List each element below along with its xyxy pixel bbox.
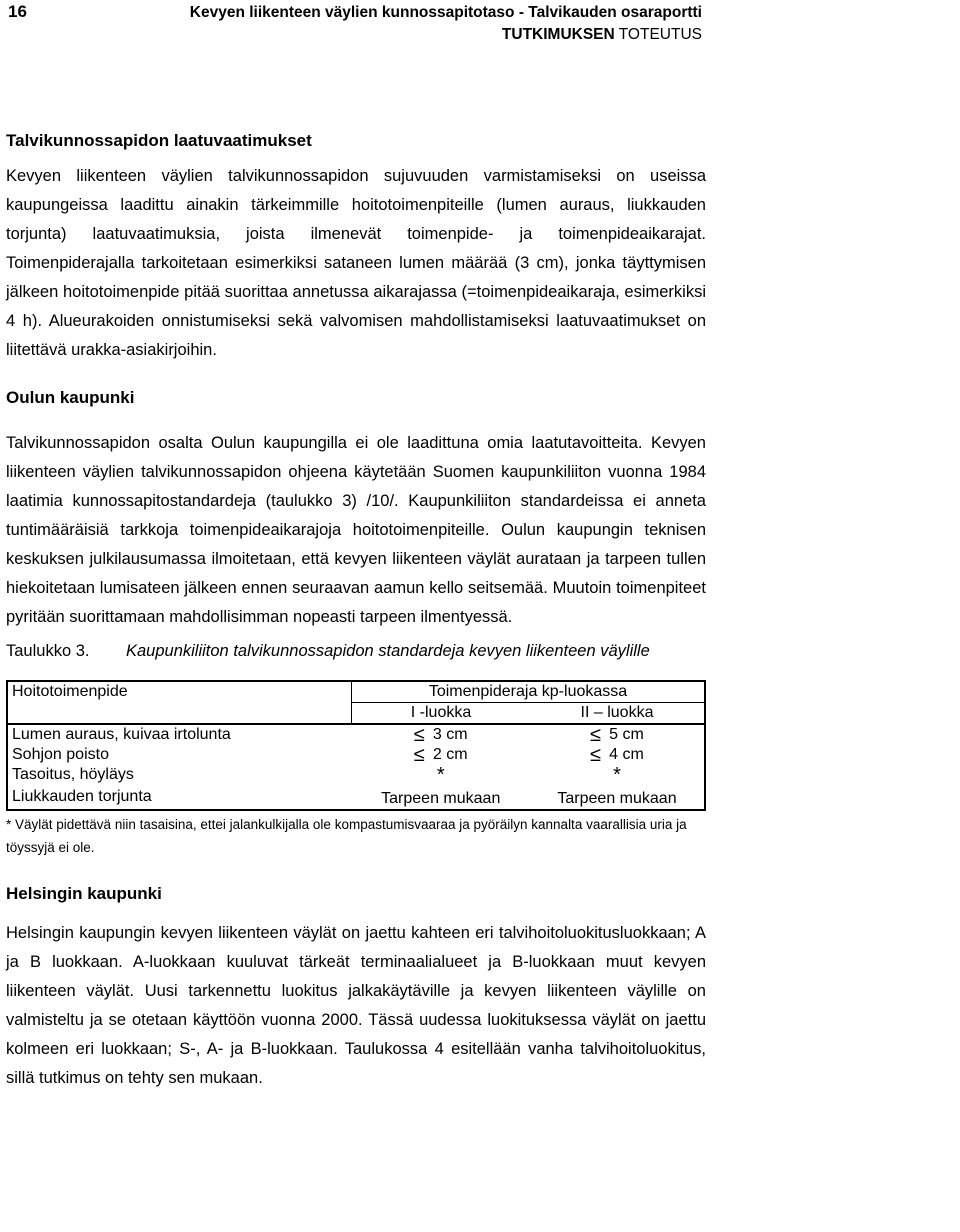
row-task: Lumen auraus, kuivaa irtolunta: [7, 724, 352, 745]
lte-symbol: ≤: [590, 724, 602, 746]
row-class2-value: ≤ 5 cm: [530, 724, 705, 745]
row-class2-value: ≤ 4 cm: [530, 745, 705, 765]
standards-table: [6, 680, 706, 811]
col-header-class2: II – luokka: [530, 703, 705, 725]
paragraph-oulu: Talvikunnossapidon osalta Oulun kaupungilla ei ole laadittuna omia laatutavoitteita. Kevyen liikenteen väylien talvikunnossapidon ohjeena käytetään Suomen kaupunkiliiton vuonna 1984 laatimia kunnossapitostandardeja (taulukko 3) /10/. Kaupunkiliiton standardeissa ei anneta tuntimääräisiä tarkkoja toimenpideaikarajoja hoitotoimenpiteille. Oulun kaupungin teknisen keskuksen julkilausumassa ilmoitetaan, että kevyen liikenteen väylät aurataan ja tarpeen tullen hiekoitetaan lumisateen jälkeen ennen seuraavan aamun kello seitsemää. Muutoin toimenpiteet pyritään suorittamaan mahdollisimman nopeasti tarpeen ilmentyessä.: [6, 434, 706, 626]
col-header-group: Toimenpideraja kp-luokassa: [352, 681, 706, 703]
table-row: [7, 745, 705, 765]
section-heading-oulu: Oulun kaupunki: [6, 388, 135, 407]
row-class1-value: Tarpeen mukaan: [352, 785, 531, 810]
table-row: [7, 724, 705, 745]
row-task: Tasoitus, höyläys: [7, 765, 352, 785]
header-subtitle-bold: TUTKIMUKSEN: [501, 26, 615, 43]
header-subtitle-rest: TOTEUTUS: [614, 26, 702, 43]
row-class2-value: Tarpeen mukaan: [530, 785, 705, 810]
paragraph-helsinki: Helsingin kaupungin kevyen liikenteen väylät on jaettu kahteen eri talvihoitoluokitusluokkaan; A ja B luokkaan. A-luokkaan kuuluvat tärkeät terminaalialueet ja B-luokkaan muut kevyen liikenteen väylät. Uusi tarkennettu luokitus jalkakäytäville ja kevyen liikenteen väylille on valmisteltu ja se otetaan käyttöön vuonna 2000. Tässä uudessa luokituksessa väylät on jaettu kolmeen eri luokkaan; S-, A- ja B-luokkaan. Taulukossa 4 esitellään vanha talvihoitoluokitus, sillä tutkimus on tehty sen mukaan.: [6, 924, 706, 1087]
table-caption: [6, 640, 706, 662]
header-subtitle: [190, 24, 702, 46]
paragraph-laatuvaatimukset: Kevyen liikenteen väylien talvikunnossapidon sujuvuuden varmistamiseksi on useissa kaupungeissa laadittu ainakin tärkeimmille hoitotoimenpiteille (lumen auraus, liukkauden torjunta) laatuvaatimuksia, joista ilmenevät toimenpide- ja toimenpideaikarajat. Toimenpiderajalla tarkoitetaan esimerkiksi sataneen lumen määrää (3 cm), jonka täyttymisen jälkeen hoitotoimenpide pitää suorittaa annetussa aikarajassa (=toimenpideaikaraja, esimerkiksi 4 h). Alueurakoiden onnistumiseksi sekä valvomisen mahdollistamiseksi laatuvaatimukset on liitettävä urakka-asiakirjoihin.: [6, 167, 706, 359]
section-heading-laatuvaatimukset: Talvikunnossapidon laatuvaatimukset: [6, 131, 312, 150]
row-class1-value: ≤ 3 cm: [413, 724, 468, 746]
page-content: [6, 130, 706, 1093]
running-header: [190, 2, 702, 46]
row-class2-value: *: [530, 765, 705, 785]
row-task: Liukkauden torjunta: [7, 785, 352, 810]
lte-symbol: ≤: [590, 744, 602, 766]
row-class1-value: *: [436, 764, 445, 786]
col-header-task: Hoitotoimenpide: [7, 681, 352, 724]
row-task: Sohjon poisto: [7, 745, 352, 765]
header-title: Kevyen liikenteen väylien kunnossapitotaso - Talvikauden osaraportti: [189, 4, 702, 21]
section-heading-helsinki: Helsingin kaupunki: [6, 884, 162, 903]
lte-symbol: ≤: [413, 724, 425, 746]
row-class1-value: ≤ 2 cm: [413, 744, 468, 766]
table-row: [7, 785, 705, 810]
table-caption-text: Kaupunkiliiton talvikunnossapidon standardeja kevyen liikenteen väylille: [126, 642, 650, 660]
table-caption-label: Taulukko 3.: [6, 642, 90, 660]
table-row: [7, 765, 705, 785]
col-header-class1: I -luokka: [352, 703, 531, 725]
table-footnote: * Väylät pidettävä niin tasaisina, ettei jalankulkijalla ole kompastumisvaaraa ja pyöräilyn kannalta vaarallisia uria ja töyssyjä ei ole.: [6, 817, 687, 855]
lte-symbol: ≤: [413, 744, 425, 766]
page-number: 16: [8, 2, 27, 21]
